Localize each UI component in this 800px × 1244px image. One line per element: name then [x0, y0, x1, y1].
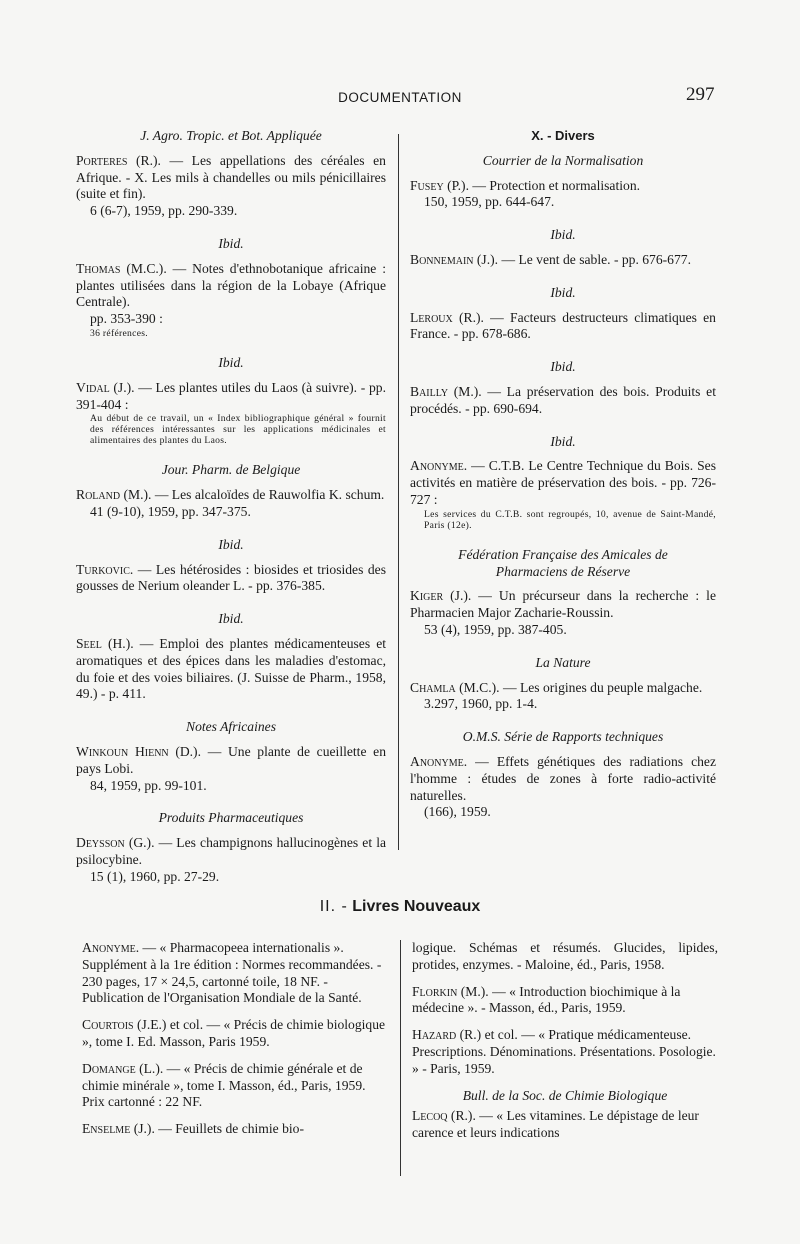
source-group — [76, 462, 386, 520]
entry-text: — C.T.B. Le Centre Technique du Bois. Ses activités en matière de préservation des bois. - pp. 726-727 : — [410, 458, 716, 507]
bibliography-entry — [410, 754, 716, 821]
entry-author: Thomas (M.C.). — [76, 260, 167, 276]
entry-reference: 84, 1959, pp. 99-101. — [90, 777, 207, 793]
book-entry — [412, 1027, 718, 1077]
running-header — [0, 84, 800, 110]
entry-reference: 53 (4), 1959, pp. 387-405. — [424, 621, 567, 637]
entry-reference: pp. 353-390 : — [90, 311, 163, 327]
entry-text: — Les champignons hallucinogènes et la psilocybine. — [76, 835, 387, 867]
entry-text: — « Précis de chimie générale et de chimie minérale », tome I. Masson, éd., Paris, 1959. Prix cartonné : 22 NF. — [82, 1060, 366, 1110]
source-group — [410, 153, 716, 211]
entry-text: — Un précurseur dans la recherche : le Pharmacien Major Zacharie-Roussin. — [410, 588, 716, 621]
book-entry — [82, 1121, 388, 1138]
entry-author: Anonyme. — [410, 458, 468, 474]
source-group — [76, 719, 386, 794]
entry-author: Courtois (J.E.) — [82, 1017, 167, 1033]
entry-author: Lecoq (R.). — [412, 1108, 476, 1124]
bibliography-entry — [76, 487, 386, 521]
bibliography-entry — [410, 458, 716, 530]
entry-author: Roland (M.). — [76, 487, 152, 503]
entry-author: Enselme (J.). — [82, 1121, 155, 1137]
source-group — [76, 355, 386, 446]
source-group — [76, 128, 386, 220]
entry-author: Vidal (J.). — [76, 379, 135, 395]
entry-text: — Notes d'ethnobotanique africaine : plantes utilisées dans la région de la Lobaye (Afrique Centrale). — [76, 260, 386, 310]
bibliography-entry — [76, 261, 386, 339]
book-entry-continuation: logique. Schémas et résumés. Glucides, lipides, protides, enzymes. - Maloine, éd., Paris, 1958. — [412, 940, 718, 972]
section-number: II. - — [319, 898, 348, 915]
source-group — [410, 547, 716, 639]
bibliography-entry — [410, 252, 716, 269]
entry-author: Domange (L.). — [82, 1060, 164, 1076]
bibliography-entry — [410, 384, 716, 418]
books-right-column — [412, 940, 718, 1152]
source-group — [410, 227, 716, 269]
entry-author: Deysson (G.). — [76, 835, 155, 851]
entry-text: — « Introduction biochimique à la médecine ». - Masson, éd., Paris, 1959. — [412, 983, 681, 1016]
source-group — [410, 729, 716, 821]
entry-text: — Effets génétiques des radiations chez l'homme : études de zones à forte radio-activité naturelles. — [410, 753, 716, 803]
bibliography-entry — [410, 588, 716, 638]
entry-note: 36 références. — [90, 327, 148, 339]
entry-author: Leroux (R.). — [410, 309, 484, 325]
entry-author: Florkin (M.). — [412, 983, 489, 999]
entry-author: Bonnemain (J.). — [410, 251, 499, 267]
entry-reference: 6 (6-7), 1959, pp. 290-339. — [90, 203, 238, 219]
right-column — [410, 128, 716, 837]
entry-text: — Protection et normalisation. — [472, 177, 641, 193]
journal-source: Produits Pharmaceutiques — [158, 810, 304, 826]
entry-author: Winkoun Hienn (D.). — [76, 743, 201, 759]
source-group — [76, 537, 386, 595]
bibliography-entry — [410, 178, 716, 212]
column-divider — [400, 940, 401, 1176]
running-title: DOCUMENTATION — [338, 90, 462, 105]
journal-source: Fédération Française des Amicales de Pharmaciens de Réserve — [458, 546, 668, 579]
entry-author: Anonyme. — [410, 753, 468, 769]
page-number: 297 — [686, 84, 715, 105]
source-group — [76, 810, 386, 885]
entry-text: — « Pharmacopeea internationalis ». Supplément à la 1re édition : Normes recommandées. - 230 pages, 17 × 24,5, cartonné toile, 18 NF. - Publication de l'Organisation Mondiale de la Santé. — [82, 940, 382, 1006]
journal-source: Notes Africaines — [186, 719, 276, 735]
journal-source: Ibid. — [550, 284, 576, 300]
entry-reference: (166), 1959. — [424, 804, 491, 820]
entry-text: — Emploi des plantes médicamenteuses et aromatiques et des épices dans les maladies d'estomac, du foie et des voies biliaires. (J. Suisse de Pharm., 1958, 49.) - p. 411. — [76, 635, 387, 702]
entry-author: Porteres (R.). — [76, 152, 161, 168]
entry-text: — Les alcaloïdes de Rauwolfia K. schum. — [154, 487, 385, 503]
journal-source: Ibid. — [550, 359, 576, 375]
book-entry — [82, 1061, 388, 1111]
entry-reference: 15 (1), 1960, pp. 27-29. — [90, 868, 220, 884]
journal-source: Courrier de la Normalisation — [482, 152, 644, 168]
entry-text: — Les origines du peuple malgache. — [502, 679, 703, 695]
entry-text: — Feuillets de chimie bio- — [158, 1121, 304, 1137]
journal-source: Ibid. — [550, 227, 576, 243]
source-group — [76, 611, 386, 703]
source-group — [410, 655, 716, 713]
entry-author: Bailly (M.). — [410, 383, 482, 399]
entry-text: — Une plante de cueillette en pays Lobi. — [76, 743, 386, 776]
entry-text: et col. — « Pratique médicamenteuse. Prescriptions. Dénominations. Présentations. Posologie. » - Paris, 1959. — [412, 1027, 716, 1076]
bibliography-entry — [76, 835, 386, 885]
entry-note: Au début de ce travail, un « Index bibliographique général » fournit des références intéressantes sur les applications médicinales et alimentaires des plantes du Laos. — [90, 413, 386, 447]
entry-text: et col. — « Précis de chimie biologique », tome I. Ed. Masson, Paris 1959. — [82, 1017, 386, 1049]
entry-text: — Les plantes utiles du Laos (à suivre). - pp. 391-404 : — [76, 379, 386, 412]
journal-source: Bull. de la Soc. de Chimie Biologique — [462, 1087, 668, 1103]
entry-author: Hazard (R.) — [412, 1027, 482, 1043]
entry-author: Turkovic. — [76, 561, 134, 577]
entry-author: Anonyme. — [82, 940, 140, 955]
entry-text: — Le vent de sable. - pp. 676-677. — [501, 251, 691, 267]
entry-text: — « Les vitamines. Le dépistage de leur carence et leurs indications — [412, 1108, 699, 1141]
journal-source: Ibid. — [218, 354, 244, 370]
entry-reference: 3.297, 1960, pp. 1-4. — [424, 696, 538, 712]
journal-source: Jour. Pharm. de Belgique — [161, 462, 301, 478]
bibliography-entry — [76, 744, 386, 794]
entry-reference: 41 (9-10), 1959, pp. 347-375. — [90, 503, 251, 519]
bibliography-entry — [76, 562, 386, 596]
source-group — [410, 434, 716, 531]
entry-text: — La préservation des bois. Produits et procédés. - pp. 690-694. — [410, 383, 716, 416]
journal-source: La Nature — [535, 654, 591, 670]
entry-author: Seel (H.). — [76, 635, 134, 651]
book-entry — [412, 1108, 718, 1142]
column-divider — [398, 134, 399, 850]
left-column — [76, 128, 386, 902]
entry-text: — Les hétérosides : biosides et triosides des gousses de Nerium oleander L. - pp. 376-385. — [76, 561, 386, 594]
source-group — [410, 359, 716, 417]
entry-note: Les services du C.T.B. sont regroupés, 10, avenue de Saint-Mandé, Paris (12e). — [424, 508, 716, 531]
section-title — [0, 898, 800, 916]
books-left-column — [82, 940, 388, 1148]
section-name: Livres Nouveaux — [352, 898, 481, 915]
source-group — [410, 285, 716, 343]
bibliography-entry — [76, 380, 386, 447]
journal-source: Ibid. — [218, 235, 244, 251]
journal-source: Ibid. — [218, 611, 244, 627]
journal-source: O.M.S. Série de Rapports techniques — [462, 729, 664, 745]
journal-source: Ibid. — [218, 536, 244, 552]
entry-author: Chamla (M.C.). — [410, 679, 500, 695]
book-entry — [412, 984, 718, 1018]
bibliography-entry — [410, 680, 716, 714]
section-heading: X. - Divers — [531, 128, 595, 143]
entry-text: — Les appellations des céréales en Afrique. - X. Les mils à chandelles ou mils pénicillaires (suite et fin). — [76, 152, 386, 202]
bibliography-entry — [410, 310, 716, 344]
book-entry — [82, 1017, 388, 1051]
book-entry — [82, 940, 388, 1007]
bibliography-entry — [76, 153, 386, 220]
source-group — [76, 236, 386, 339]
entry-author: Fusey (P.). — [410, 177, 469, 193]
journal-source: Ibid. — [550, 433, 576, 449]
entry-author: Kiger (J.). — [410, 588, 472, 604]
entry-text: — Facteurs destructeurs climatiques en France. - pp. 678-686. — [410, 309, 716, 342]
journal-source: J. Agro. Tropic. et Bot. Appliquée — [140, 128, 322, 143]
entry-reference: 150, 1959, pp. 644-647. — [424, 194, 555, 210]
bibliography-entry — [76, 636, 386, 703]
